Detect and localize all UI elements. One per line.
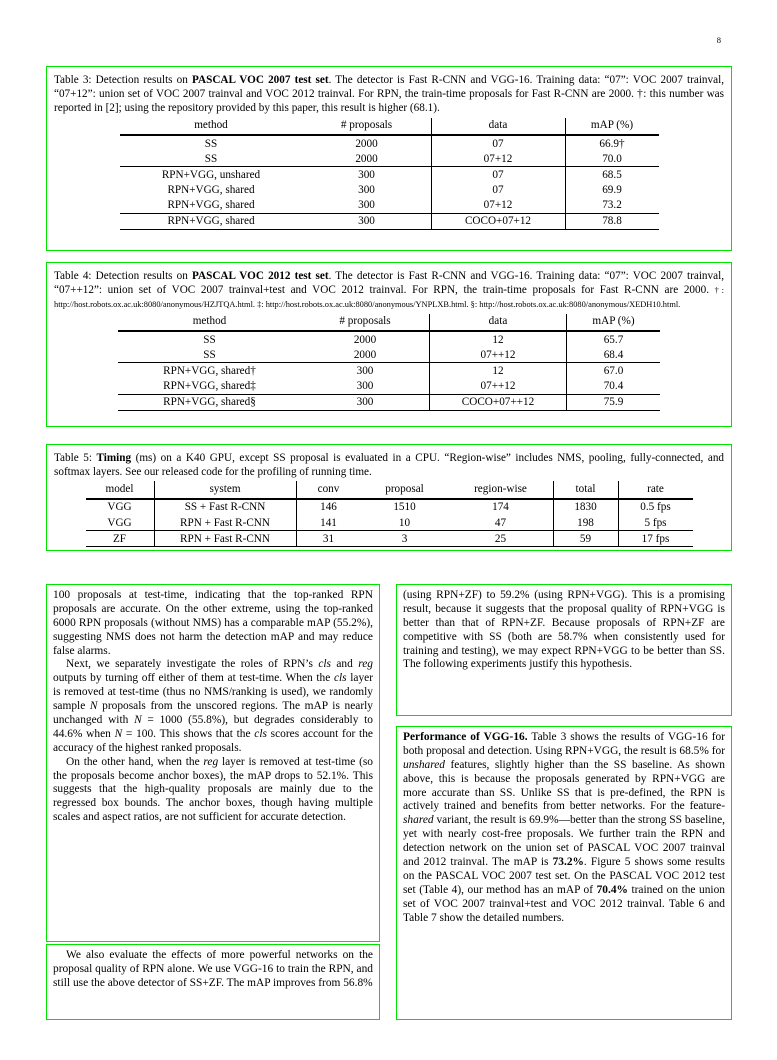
lp2-var-N-2: N <box>134 714 142 727</box>
lp2-cls-1: cls <box>318 658 331 671</box>
table-4-col-map: mAP (%) <box>567 314 661 332</box>
right-paragraph-1: (using RPN+ZF) to 59.2% (using RPN+VGG). This is a promising result, because it suggests that the proposal quality of RPN+VGG is better than that of RPN+ZF. Because proposals of RPN+ZF are competitive with SS (both are 58.7% when consistently used for training and testing), we may expect RPN+VGG to be better than SS. The following experiments justify this hypothesis. <box>403 589 725 671</box>
table-5-r0-c5: 1830 <box>553 499 618 515</box>
table-5-r2-c5: 59 <box>553 531 618 547</box>
table-5-r2-c1: RPN + Fast R-CNN <box>154 531 296 547</box>
table-row <box>120 151 659 167</box>
table-4-r1-c0: SS <box>203 348 216 361</box>
right-paragraph-2 <box>403 731 725 925</box>
table-3-r3-c0: RPN+VGG, shared <box>167 183 255 196</box>
table-5-r2-c2: 31 <box>296 531 361 547</box>
table-3-r2-c2: 07 <box>431 167 565 183</box>
table-5-r0-c2: 146 <box>296 499 361 515</box>
table-5-r0-c0: VGG <box>107 501 132 514</box>
table-4-r2-c1: 300 <box>301 363 430 379</box>
table-5-caption <box>54 451 724 479</box>
table-4-r4-c1: 300 <box>301 394 430 410</box>
table-5-r1-c0: VGG <box>107 516 132 529</box>
table-row <box>120 135 659 151</box>
lp2-s3: outputs by turning off either of them at test-time. When the <box>53 672 334 685</box>
table-4-r4-c3: 75.9 <box>567 394 661 410</box>
table-3-r4-c1: 300 <box>358 199 375 212</box>
rp2-s1: Table 3 shows the results of VGG-16 for both proposal and detection. Using RPN+VGG, the result is 68.5% for <box>403 731 726 757</box>
table-3-r3-c2: 07 <box>431 183 565 198</box>
table-5-col-rate: rate <box>618 481 693 499</box>
table-4-r2-c2: 12 <box>430 363 567 379</box>
table-3-col-map: mAP (%) <box>565 118 659 136</box>
table-3-r1-c2: 07+12 <box>431 151 565 167</box>
table-5-r1-c3: 10 <box>398 516 411 529</box>
lp2-s1: Next, we separately investigate the roles of RPN’s <box>66 658 319 671</box>
table-3-r3-c1: 300 <box>358 183 375 196</box>
table-row <box>86 515 693 531</box>
table-3-r0-c3: 66.9† <box>565 135 659 151</box>
table-3-r1-c0: SS <box>204 152 218 165</box>
table-5-col-total: total <box>553 481 618 499</box>
table-row <box>118 331 660 347</box>
table-4-highlight-box <box>46 262 732 427</box>
rp2-map-732: 73.2% <box>552 856 584 869</box>
table-5-r2-c6: 17 fps <box>618 531 693 547</box>
table-4-r2-c0: RPN+VGG, shared† <box>118 363 301 379</box>
rp2-map-704: 70.4% <box>596 883 628 896</box>
table-4-r4-c0: RPN+VGG, shared§ <box>118 394 301 410</box>
table-5-col-conv: conv <box>296 481 361 499</box>
table-row <box>118 363 660 379</box>
table-4-r2-c3: 67.0 <box>567 363 661 379</box>
table-3-r5-c2: COCO+07+12 <box>431 213 565 229</box>
table-3-r1-c3: 70.0 <box>565 151 659 167</box>
table-3-caption <box>54 73 724 116</box>
table-3-r5-c1: 300 <box>303 213 432 229</box>
table-row <box>120 183 659 198</box>
table-5-col-regionwise: region-wise <box>449 481 554 499</box>
table-5-r1-c6: 5 fps <box>618 515 693 531</box>
table-4-r3-c0: RPN+VGG, shared‡ <box>163 379 256 392</box>
table-4-r0-c3: 65.7 <box>567 331 661 347</box>
table-3-r5-c0: RPN+VGG, shared <box>120 213 303 229</box>
table-5-caption-rest: (ms) on a K40 GPU, except SS proposal is evaluated in a CPU. “Region-wise” includes NMS, pooling, fully-connected, and softmax layers. See our released code for the profiling of running time. <box>54 452 725 479</box>
table-4-r0-c0: SS <box>203 333 216 346</box>
table-4-col-method: method <box>118 314 301 332</box>
table-row <box>120 213 659 229</box>
table-3-r0-c1: 2000 <box>355 137 378 150</box>
lp2-s8: scores account for the accuracy of the highest ranked proposals. <box>53 727 373 754</box>
table-3-col-method: method <box>120 118 303 136</box>
table-4-caption-label: Table 4: Detection results on <box>54 270 193 282</box>
vgg16-performance-heading: Performance of VGG-16. <box>403 731 528 743</box>
table-5-caption-label: Table 5: <box>54 452 97 464</box>
left-paragraph-2 <box>53 658 373 755</box>
table-row <box>118 347 660 363</box>
lp2-s4: layer is removed at test-time (thus no NMS/ranking is used), we randomly sample <box>53 672 373 713</box>
table-4-caption-bold: PASCAL VOC 2012 test set <box>192 270 329 282</box>
table-3-r4-c0: RPN+VGG, shared <box>167 199 255 212</box>
rp2-s4: . Figure 5 shows some results on the PASCAL VOC 2007 test set. On the PASCAL VOC 2012 test set (Table 4), our method has an mAP of <box>403 856 725 896</box>
lp2-var-N-1: N <box>89 700 98 713</box>
left-column-block-b <box>46 944 380 1020</box>
table-3-caption-rest: . The detector is Fast R-CNN and VGG-16. Training data: “07”: VOC 2007 trainval, “07+12”: union set of VOC 2007 trainval and VOC 2012 trainval. For RPN, the train-time proposals for Fast R-CNN are 2000. †: this number was reported in [2]; using the repository provided by this paper, this result is higher (68.1). <box>54 74 724 115</box>
lp2-s6: = 1000 (55.8%), but degrades considerably to 44.6% when <box>53 714 373 740</box>
table-4-r3-c2: 07++12 <box>430 379 567 395</box>
table-row <box>120 198 659 214</box>
table-5-r0-c6: 0.5 fps <box>618 499 693 515</box>
table-3-col-proposals: # proposals <box>303 118 432 136</box>
table-5-caption-bold: Timing <box>96 452 132 464</box>
lp3-s2: layer is removed at test-time (so the proposals become anchor boxes), the mAP drops to 52.1%. This suggests that the high-quality proposals are mainly due to the regressed box bounds. The anchor boxes, though having multiple scales and aspect ratios, are not sufficient for accurate detection. <box>53 755 373 824</box>
table-4-r0-c1: 2000 <box>353 333 377 346</box>
table-5-r0-c4: 174 <box>492 501 509 514</box>
rp2-unshared: unshared <box>403 758 445 771</box>
lp3-reg: reg <box>203 755 219 768</box>
lp2-cls-2: cls <box>333 672 347 685</box>
lp2-s5: proposals from the unscored regions. The mAP is nearly unchanged with <box>53 700 373 727</box>
table-5-col-system: system <box>154 481 296 499</box>
table-row <box>120 167 659 183</box>
rp2-s2: features, slightly higher than the SS baseline. As shown above, this is because the proposals generated by RPN+VGG are more accurate than SS. Unlike SS that is pre-defined, the RPN is actively trained and benefits from better networks. For the feature- <box>403 758 725 813</box>
rp2-shared: shared <box>403 814 434 827</box>
table-3-r0-c0: SS <box>204 137 218 150</box>
table-5-r2-c3: 3 <box>361 531 449 547</box>
table-4-caption-urls: †: http://host.robots.ox.ac.uk:8080/anonymous/HZJTQA.html. ‡: http://host.robots.ox.ac.uk:8080/anonymous/YNPLXB.html. §: http://host.robots.ox.ac.uk:8080/anonymous/XEDH10.html. <box>54 286 725 310</box>
left-paragraph-4: We also evaluate the effects of more powerful networks on the proposal quality of RPN alone. We use VGG-16 to train the RPN, and still use the above detector of SS+ZF. The mAP improves from 56.8% <box>53 949 373 989</box>
table-4-caption <box>54 269 724 312</box>
table-4-r1-c3: 68.4 <box>567 347 661 363</box>
table-4-col-data: data <box>430 314 567 332</box>
left-paragraph-3 <box>53 756 373 825</box>
lp2-s7: = 100. This shows that the <box>122 727 255 740</box>
table-3 <box>120 118 659 230</box>
table-3-r3-c3: 69.9 <box>565 183 659 198</box>
table-row <box>86 531 693 547</box>
table-3-header-row <box>120 118 659 136</box>
rp2-s5: trained on the union set of VOC 2007 trainval+test and VOC 2012 trainval. Table 6 and Table 7 show the detailed numbers. <box>403 883 725 924</box>
page-number: 8 <box>716 35 721 45</box>
table-3-r4-c3: 73.2 <box>565 198 659 214</box>
table-5-highlight-box <box>46 444 732 551</box>
table-row <box>118 379 660 395</box>
table-5-r1-c1: RPN + Fast R-CNN <box>154 515 296 531</box>
table-3-highlight-box <box>46 66 732 251</box>
table-row <box>86 499 693 515</box>
lp2-s2: and <box>330 658 359 671</box>
table-4-caption-rest: . The detector is Fast R-CNN and VGG-16. Training data: “07”: VOC 2007 trainval, “07++12”: union set of VOC 2007 trainval+test and VOC 2012 trainval. For RPN, the train-time proposals for Fast R-CNN are 2000. <box>54 270 724 297</box>
table-3-caption-label: Table 3: Detection results on <box>54 74 193 86</box>
table-5-r0-c1: SS + Fast R-CNN <box>154 499 296 515</box>
lp2-reg-1: reg <box>358 658 373 671</box>
left-paragraph-1: 100 proposals at test-time, indicating that the top-ranked RPN proposals are accurate. On the other extreme, using the top-ranked 6000 RPN proposals (without NMS) has a comparable mAP (55.2%), suggesting NMS does not harm the detection mAP and may reduce false alarms. <box>53 589 373 657</box>
table-4-r3-c3: 70.4 <box>567 379 661 395</box>
table-4-r4-c2: COCO+07++12 <box>430 394 567 410</box>
table-4-r1-c2: 07++12 <box>430 347 567 363</box>
table-5-r2-c4: 25 <box>449 531 554 547</box>
table-3-r5-c3: 78.8 <box>565 213 659 229</box>
lp2-var-N-3: N <box>114 727 123 740</box>
right-column-block-a <box>396 584 732 716</box>
table-4-header-row <box>118 314 660 332</box>
table-3-col-data: data <box>431 118 565 136</box>
table-3-r0-c2: 07 <box>431 135 565 151</box>
right-column-block-b <box>396 726 732 1020</box>
lp2-cls-3: cls <box>254 727 267 740</box>
table-5-r2-c0: ZF <box>86 531 155 547</box>
table-4 <box>118 314 660 411</box>
lp3-s1: On the other hand, when the <box>66 755 204 768</box>
table-5-r1-c4: 47 <box>494 516 507 529</box>
table-3-r4-c2: 07+12 <box>431 198 565 214</box>
table-4-r0-c2: 12 <box>430 331 567 347</box>
table-3-r1-c1: 2000 <box>355 152 378 165</box>
table-3-r2-c0: RPN+VGG, unshared <box>120 167 303 183</box>
table-5-header-row <box>86 481 693 499</box>
table-5-col-model: model <box>86 481 155 499</box>
table-5-r1-c5: 198 <box>553 515 618 531</box>
rp2-s3: variant, the result is 69.9%—better than the strong SS baseline, yet with nearly cost-free proposals. We further train the RPN and detection network on the union set of PASCAL VOC 2007 trainval and 2012 trainval. The mAP is <box>403 814 725 869</box>
table-5-r1-c2: 141 <box>296 515 361 531</box>
table-3-caption-bold: PASCAL VOC 2007 test set <box>192 74 329 86</box>
table-5-r0-c3: 1510 <box>393 501 416 514</box>
table-row <box>118 394 660 410</box>
table-4-col-proposals: # proposals <box>301 314 430 332</box>
table-5 <box>86 481 693 547</box>
table-4-r1-c1: 2000 <box>353 348 377 361</box>
table-3-r2-c1: 300 <box>303 167 432 183</box>
table-4-r3-c1: 300 <box>356 379 374 392</box>
table-3-r2-c3: 68.5 <box>565 167 659 183</box>
table-5-col-proposal: proposal <box>361 481 449 499</box>
left-column-block-a <box>46 584 380 942</box>
